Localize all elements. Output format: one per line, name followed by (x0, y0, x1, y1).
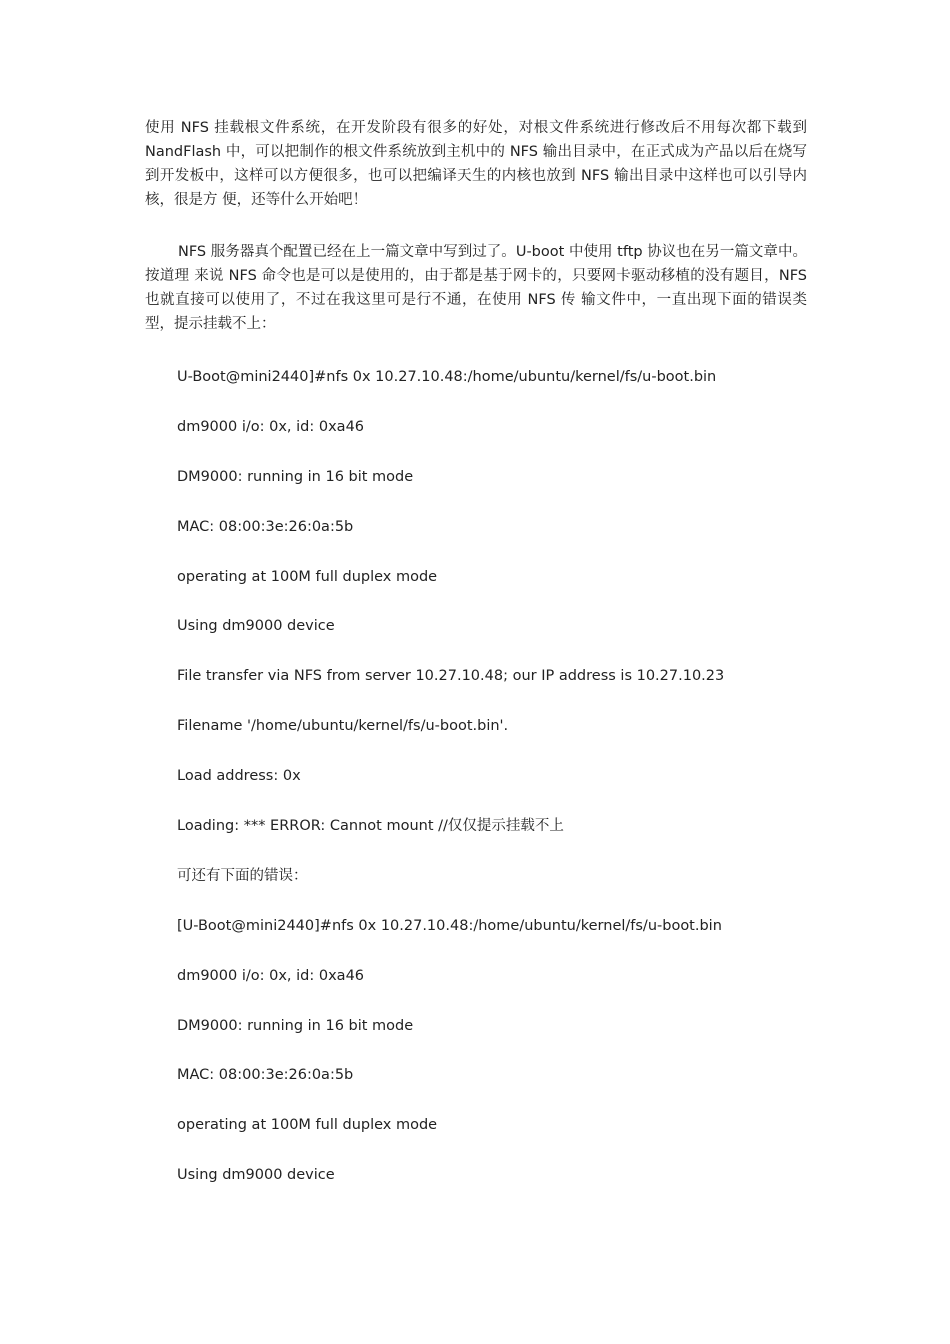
log-line: dm9000 i/o: 0x, id: 0xa46 (177, 418, 365, 435)
log-line: Using dm9000 device (177, 618, 335, 635)
log-line: operating at 100M full duplex mode (177, 1117, 438, 1134)
log-line: [U-Boot@mini2440]#nfs 0x 10.27.10.48:/home/ubuntu/kernel/fs/u-boot.bin (177, 917, 722, 934)
log-line: File transfer via NFS from server 10.27.10.48; our IP address is 10.27.10.23 (177, 668, 725, 685)
log-line: DM9000: running in 16 bit mode (177, 468, 414, 485)
log-line: U-Boot@mini2440]#nfs 0x 10.27.10.48:/home/ubuntu/kernel/fs/u-boot.bin (177, 369, 717, 385)
console-log (177, 365, 724, 1213)
log-line: Load address: 0x (177, 768, 301, 785)
log-line: MAC: 08:00:3e:26:0a:5b (177, 1067, 354, 1084)
log-line: Using dm9000 device (177, 1167, 335, 1184)
log-line: dm9000 i/o: 0x, id: 0xa46 (177, 967, 365, 984)
log-line: Loading: *** ERROR: Cannot mount //仅仅提示挂载不上 (177, 818, 564, 835)
log-line: operating at 100M full duplex mode (177, 568, 438, 585)
log-line: 可还有下面的错误： (177, 867, 308, 884)
nfs-problem-paragraph: NFS 服务器真个配置已经在上一篇文章中写到过了。U-boot 中使用 tftp 协议也在另一篇文章中。按道理 来说 NFS 命令也是可以是使用的，由于都是基于网卡的，只要网卡驱动移植的没有题目，NFS 也就直接可以使用了，不过在我这里可是行不通，在使用 NFS 传 输文件中，一直出现下面的错误类型，提示挂载不上： (145, 244, 807, 332)
log-line: DM9000: running in 16 bit mode (177, 1017, 414, 1034)
log-line: Filename '/home/ubuntu/kernel/fs/u-boot.bin'. (177, 718, 509, 735)
log-line: MAC: 08:00:3e:26:0a:5b (177, 518, 354, 535)
intro-paragraph: 使用 NFS 挂载根文件系统，在开发阶段有很多的好处，对根文件系统进行修改后不用每次都下载到 NandFlash 中，可以把制作的根文件系统放到主机中的 NFS 输出目录中，在正式成为产品以后在烧写到开发板中，这样可以方便很多，也可以把编译天生的内核也放到 NFS 输出目录中这样也可以引导内核，很是方 便，还等什么开始吧！ (145, 120, 807, 208)
